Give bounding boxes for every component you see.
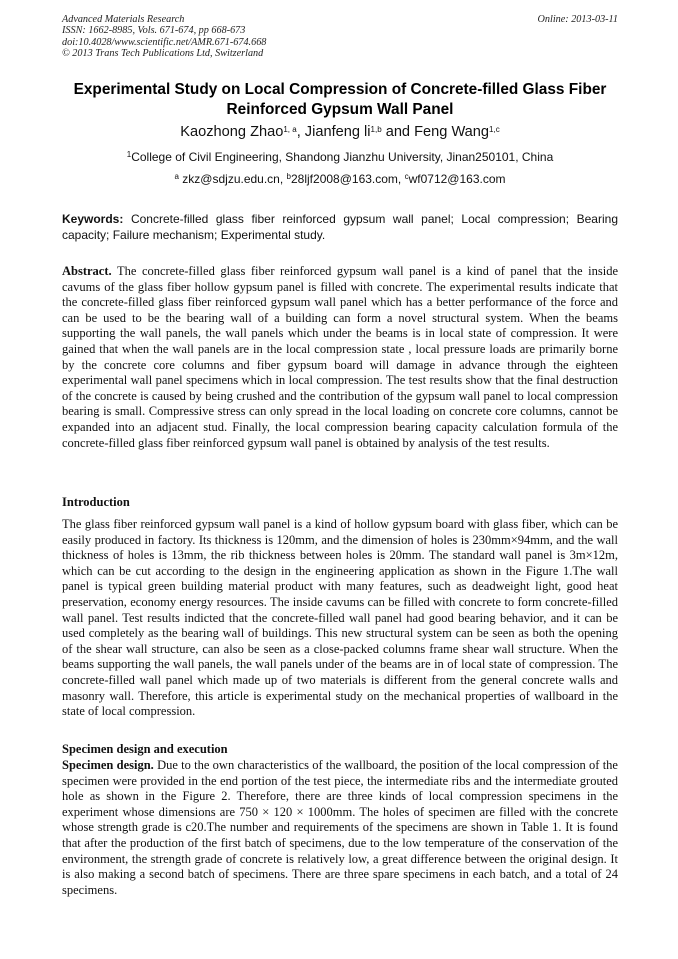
keywords-label: Keywords: — [62, 212, 124, 226]
affiliation-superscript: 1 — [126, 150, 132, 159]
specimen-text: Due to the own characteristics of the wallboard, the position of the local compression of the specimen were provided in the end portion of the test piece, the intermediate ribs and the intermediate grouted hole as shown in the Figure 2. Therefore, there are three kinds of local compression specimens in the experiment whose dimensions are 750 × 120 × 1000mm. The holes of specimen are filled with the concrete whose strength grade is c20.The number and requirements of the specimens are shown in Table 1. It is found that after the production of the first batch of specimens, due to the low temperature of the conservation of the environment, the strength grade of concrete is relatively low, a great difference between the original design. It is also making a second batch of specimens. There are three spare specimens in each batch, and a total of 24 specimens. — [62, 758, 618, 897]
abstract-label: Abstract. — [62, 264, 112, 278]
email-address: 28ljf2008@163.com, — [291, 172, 402, 186]
affiliation — [62, 149, 618, 165]
author-name: Feng Wang — [414, 124, 490, 140]
author-superscript: 1,b — [370, 125, 382, 134]
journal-copyright: © 2013 Trans Tech Publications Ltd, Switzerland — [62, 48, 264, 60]
abstract — [62, 264, 618, 451]
email-list — [62, 171, 618, 187]
email-superscript: a — [174, 172, 179, 181]
email-superscript: c — [404, 172, 409, 181]
email-address: zkz@sdjzu.edu.cn, — [182, 172, 284, 186]
specimen-paragraph — [62, 758, 618, 898]
journal-name: Advanced Materials Research — [62, 14, 185, 25]
author-superscript: 1, a — [283, 125, 297, 134]
keywords-text: Concrete-filled glass fiber reinforced gypsum wall panel; Local compression; Bearing capacity; Failure mechanism; Experimental study. — [62, 212, 618, 242]
paper-title: Experimental Study on Local Compression of Concrete-filled Glass Fiber Reinforced Gypsum Wall Panel — [73, 81, 607, 118]
specimen-heading: Specimen design and execution — [62, 742, 228, 756]
author-name: Jianfeng li — [304, 124, 371, 140]
online-date: Online: 2013-03-11 — [537, 14, 618, 25]
introduction-paragraph: The glass fiber reinforced gypsum wall panel is a kind of hollow gypsum board with glass fiber, which can be easily produced in factory. Its thickness is 120mm, and the dimension of holes is 230mm×94mm, and the wall thickness of holes is 13mm, the rib thickness between holes is 20mm. The standard wall panel is 3m×12m, which can be cut according to the design in the engineering application as shown in the Figure 1.The wall panel is typical green building material product with many features, such as deadweight light, good heat preservation, economy energy resources. The inside cavums can be filled with concrete to form concrete-filled wall panel. Test results indicted that the concrete-filled wall panel had good bearing behavior, and it can be used completely as the bearing wall of buildings. This new structural system can be seen as both the opening of the shear wall structure, can also be seen as a close-packed columns frame shear wall structure. When the beams supporting the wall panels, the wall panels under of the beams are in of local state of compression. The concrete-filled wall panel which made up of two materials is different from the general concrete walls and masonry wall. Therefore, this article is experimental study on the mechanical properties of wallboard in the state of local compression. — [62, 517, 618, 719]
keywords — [62, 212, 618, 243]
email-superscript: b — [286, 172, 291, 181]
journal-issn: ISSN: 1662-8985, Vols. 671-674, pp 668-673 — [62, 25, 246, 37]
author-superscript: 1,c — [489, 125, 500, 134]
affiliation-text: College of Civil Engineering, Shandong Jianzhu University, Jinan250101, China — [131, 150, 554, 164]
introduction-heading: Introduction — [62, 495, 130, 509]
author-list: Kaozhong Zhao$^{1, a}$, Jianfeng li$^{1,b}$ and Feng Wang$^{1,c}$ — [180, 124, 500, 140]
specimen-lead: Specimen design. — [62, 758, 154, 772]
author-conjunction: and — [385, 124, 411, 140]
author-name: Kaozhong Zhao — [180, 124, 284, 140]
journal-header — [62, 14, 618, 60]
email-address: wf0712@163.com — [408, 172, 506, 186]
abstract-text: The concrete-filled glass fiber reinforced gypsum wall panel is a kind of panel that the inside cavums of the glass fiber hollow gypsum panel is filled with concrete. The experimental results indicate that the concrete-filled glass fiber reinforced gypsum wall panel which has a better performance of the force and can be used to be the bearing wall of a building can form a novel structural system. When the beams supporting the wall panels, the wall panels which under the beams is in local state of compression. It were gained that when the wall panels are in the local compression state , local pressure loads are primarily borne by the concrete core columns and fiber gypsum board will damage in advance through the eighteen experimental wall panel specimens which in local compression. The test results show that the final destruction of the concrete is caused by being crushed and the contribution of the gypsum wall panel to local compression bearing is small. Compressive stress can only spread in the local loading on concrete core columns, cannot be expanded into an adjacent stud. Finally, the local compression bearing capacity calculation formula of the concrete-filled glass fiber reinforced gypsum wall panel is obtained by analysis of the test results. — [62, 264, 618, 450]
journal-doi: doi:10.4028/www.scientific.net/AMR.671-674.668 — [62, 36, 267, 48]
